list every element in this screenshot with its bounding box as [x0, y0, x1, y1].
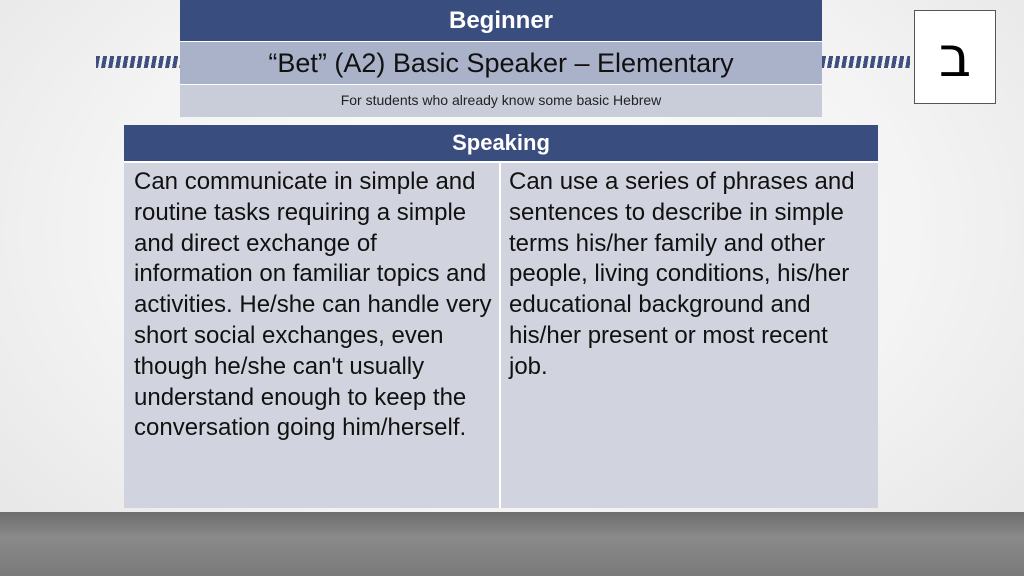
hebrew-letter: ב: [938, 24, 972, 90]
table-heading: Speaking: [124, 125, 878, 161]
level-label: Beginner: [180, 0, 822, 41]
table-cell-right: Can use a series of phrases and sentences to describe in simple terms his/her family and other people, living conditions, his/her educational background and his/her present or most recent job.: [501, 163, 878, 508]
level-subtitle: For students who already know some basic Hebrew: [180, 84, 822, 117]
floor-background: [0, 512, 1024, 576]
hebrew-letter-badge: [914, 10, 996, 104]
table-row: [124, 161, 878, 508]
decorative-stripes-right: [822, 56, 910, 68]
level-header: [180, 0, 822, 116]
table-cell-left: Can communicate in simple and routine tasks requiring a simple and direct exchange of information on familiar topics and activities. He/she can handle very short social exchanges, even though he/she can't usually understand enough to keep the conversation going him/herself.: [124, 163, 501, 508]
decorative-stripes-left: [96, 56, 182, 68]
level-title: “Bet” (A2) Basic Speaker – Elementary: [180, 41, 822, 84]
speaking-table: [124, 125, 878, 508]
